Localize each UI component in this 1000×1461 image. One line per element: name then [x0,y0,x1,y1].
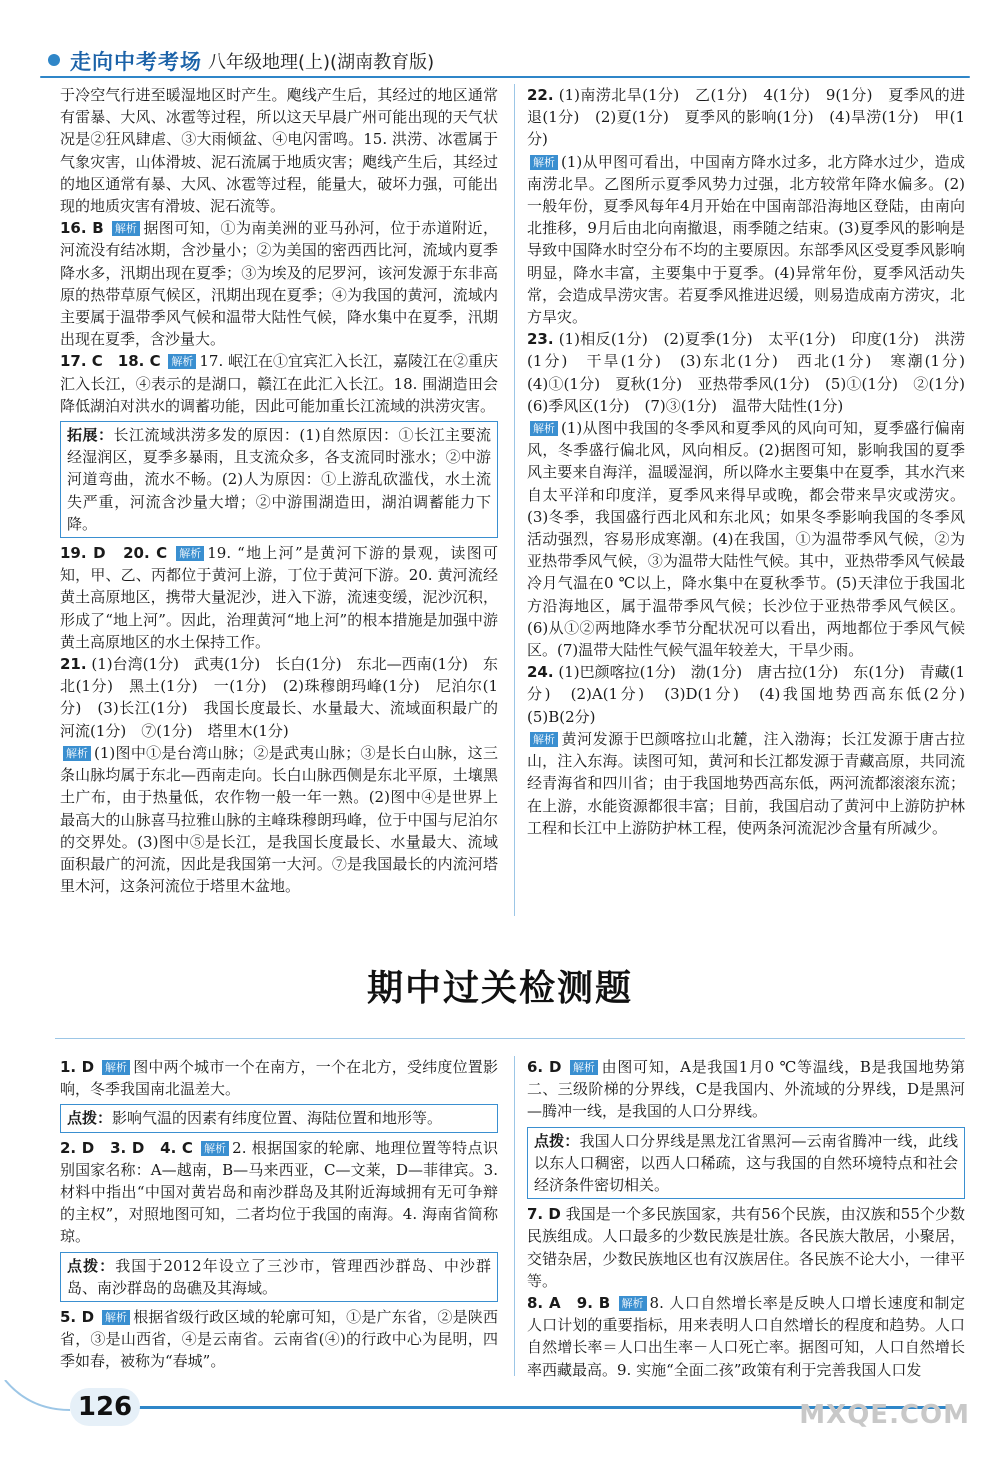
item-text: 由图可知，A是我国1月0 ℃等温线，B是我国地势第二、三级阶梯的分界线，C是我国内、外流域的分界线，D是黑河—腾冲一线，是我国的人口分界线。 [527,1058,965,1121]
item-text: 17. 岷江在①宜宾汇入长江，嘉陵江在②重庆汇入长江，④表示的是湖口，赣江在此汇入长江。18. 围湖造田会降低湖泊对洪水的调蓄功能，因此可能加重长江流域的洪涝灾害。 [60,352,499,415]
question-item [60,1137,498,1248]
book-brand: 走向中考考场 [70,50,202,74]
question-number: 2. D 3. D 4. C [60,1138,193,1157]
right-column-bottom [527,1056,965,1381]
section-rule [55,1038,965,1039]
analysis-tag: 解析 [102,1310,130,1325]
explanation-text [527,417,965,661]
tip-text: 影响气温的因素有纬度位置、海陆位置和地形等。 [112,1109,443,1128]
analysis-tag: 解析 [530,155,558,170]
question-number: 21. [60,655,87,674]
question-item [527,1203,965,1292]
question-item [60,350,498,417]
analysis-tag: 解析 [201,1141,229,1156]
item-text: (1)巴颜喀拉(1分) 渤(1分) 唐古拉(1分) 东(1分) 青藏(1分) (2)A(1分) (3)D(1分) (4)我国地势西高东低(2分) (5)B(2分) [527,663,981,726]
tip-box [527,1127,965,1200]
bullet-dot-icon [48,54,60,66]
tip-box [60,1252,498,1302]
question-number: 5. D [60,1308,95,1327]
item-text: 8. 人口自然增长率是反映人口增长速度和制定人口计划的重要指标，用来表明人口自然增长的程度和趋势。人口自然增长率＝人口出生率－人口死亡率。据图可知，人口自然增长率西藏最高。9. 实施“全面二孩”政策有利于完善我国人口发 [527,1294,965,1379]
header-rule [40,76,970,78]
analysis-tag: 解析 [619,1296,647,1311]
tip-title: 拓展： [67,426,114,445]
question-item [60,542,498,653]
column-divider-bottom [514,1056,515,1376]
question-number: 1. D [60,1058,95,1076]
item-text: 我国是一个多民族国家，共有56个民族，由汉族和55个少数民族组成。人口最多的少数民族是壮族。各民族大散居，小聚居，交错杂居，少数民族地区也有汉族居住。各民族不论大小，一律平等。 [527,1205,965,1290]
analysis-tag: 解析 [176,546,204,561]
question-item [60,653,498,742]
page-footer [0,1380,1000,1440]
question-number: 6. D [527,1058,562,1076]
question-item [60,1306,498,1373]
right-column-top [527,84,981,839]
question-number: 7. D [527,1205,561,1224]
tip-text: 我国于2012年设立了三沙市，管理西沙群岛、中沙群岛、南沙群岛的岛礁及其海域。 [67,1256,491,1297]
item-text: 19. “地上河”是黄河下游的景观，读图可知，甲、乙、丙都位于黄河上游，丁位于黄河下游。20. 黄河流经黄土高原地区，携带大量泥沙，进入下游，流速变缓，泥沙沉积，形成了“地上河”。因此，治理黄河“地上河”的根本措施是加强中游黄土高原地区的水土保持工作。 [60,544,498,651]
analysis-tag: 解析 [530,732,558,747]
tip-title: 点拨： [67,1109,113,1128]
analysis-tag: 解析 [112,221,140,236]
watermark: MXQE.COM [799,1400,970,1430]
question-number: 8. A 9. B [527,1294,611,1313]
explanation-text [527,728,965,839]
analysis-tag: 解析 [63,746,91,761]
explanation-text [60,84,498,217]
column-divider-top [514,84,515,916]
question-item [527,1056,965,1123]
question-number: 23. [527,330,554,349]
tip-text: 我国人口分界线是黑龙江省黑河—云南省腾冲一线，此线以东人口稠密，以西人口稀疏，这与我国的自然环境特点和社会经济条件密切相关。 [534,1131,958,1195]
question-number: 24. [527,663,554,682]
analysis-tag: 解析 [570,1060,598,1075]
item-text: (1)从图中我国的冬季风和夏季风的风向可知，夏季盛行偏南风，冬季盛行偏北风，风向相反。(2)据图可知，影响我国的夏季风主要来自海洋，温暖湿润，所以降水主要集中在夏季，其水汽来自太平洋和印度洋，夏季风来得早或晚，都会带来旱灾或涝灾。(3)冬季，我国盛行西北风和东北风；如果冬季影响我国的冬季风活动强烈，容易形成寒潮。(4)在我国，①为温带季风气候，②为亚热带季风气候，③为温带大陆性气候。其中，亚热带季风气候最冷月气温在0 ℃以上，降水集中在夏秋季节。(5)天津位于我国北方沿海地区，属于温带季风气候；长沙位于亚热带季风气候区。(6)从①②两地降水季节分配状况可以看出，两地都位于季风气候区。(7)温带大陆性气候气温年较差大，干旱少雨。 [527,419,965,660]
item-text: (1)图中①是台湾山脉；②是武夷山脉；③是长白山脉，这三条山脉均属于东北—西南走向。长白山脉西侧是东北平原，土壤黑土广布，由于热量低，农作物一般一年一熟。(2)图中④是世界上最高大的山脉喜马拉雅山脉的主峰珠穆朗玛峰，位于中国与尼泊尔的交界处。(3)图中⑤是长江，是我国长度最长、水量最大、流域面积最广的河流，因此是我国第一大河。⑦是我国最长的内流河塔里木河，这条河流位于塔里木盆地。 [60,743,498,896]
item-text: (1)台湾(1分) 武夷(1分) 长白(1分) 东北—西南(1分) 东北(1分) 黑土(1分) 一(1分) (2)珠穆朗玛峰(1分) 尼泊尔(1分) (3)长江(1分) 我国长度最长、水量最大、流域面积最广的河流(1分) ⑦(1分) 塔里木(1分) [60,655,498,740]
left-column-top [60,84,498,897]
question-item [527,661,981,728]
left-column-bottom [60,1056,498,1373]
item-text: (1)南涝北旱(1分) 乙(1分) 4(1分) 9(1分) 夏季风的进退(1分) (2)夏(1分) 夏季风的影响(1分) (4)旱涝(1分) 甲(1分) [527,86,965,149]
analysis-tag: 解析 [168,354,196,369]
book-subtitle: 八年级地理(上)(湖南教育版) [208,52,435,73]
tip-text: 长江流域洪涝多发的原因：(1)自然原因：①长江主要流经湿润区，夏季多暴雨，且支流众多，各支流同时涨水；②中游河道弯曲，流水不畅。(2)人为原因：①上游乱砍滥伐，水土流失严重，河流含沙量大增；②中游围湖造田，湖泊调蓄能力下降。 [67,426,491,533]
question-item [527,84,965,151]
question-number: 16. B [60,219,104,238]
question-number: 22. [527,86,554,104]
tip-title: 点拨： [534,1131,580,1150]
page-header [40,46,970,78]
item-text: (1)相反(1分) (2)夏季(1分) 太平(1分) 印度(1分) 洪涝(1分) 干旱(1分) (3)东北(1分) 西北(1分) 寒潮(1分) (4)①(1分) 夏秋(1分) 亚热带季风(1分) (5)①(1分) ②(1分) (6)季风区(1分) (7)③(1分) 温带大陆性(1分) [527,330,981,415]
item-text: 黄河发源于巴颜喀拉山北麓，注入渤海；长江发源于唐古拉山，注入东海。读图可知，黄河和长江都发源于青藏高原，共同流经青海省和四川省；由于我国地势西高东低，两河流都滚滚东流；在上游，水能资源都很丰富；目前，我国启动了黄河中上游防护林工程和长江中上游防护林工程，使两条河流泥沙含量有所减少。 [527,729,965,837]
item-text: 根据省级行政区域的轮廓可知，①是广东省，②是陕西省，③是山西省，④是云南省。云南省(④)的行政中心为昆明，四季如春，被称为“春城”。 [60,1308,498,1371]
tip-box [60,1104,498,1132]
question-number: 19. D 20. C [60,544,168,563]
item-text: 于冷空气行进至暖湿地区时产生。飑线产生后，其经过的地区通常有雷暴、大风、冰雹等过程，所以这天早晨广州可能出现的天气状况是②狂风肆虐、③大雨倾盆、④电闪雷鸣。15. 洪涝、冰雹属于气象灾害，山体滑坡、泥石流属于地质灾害；飑线产生后，其经过的地区通常有暴、大风、冰雹等过程，能量大，破坏力强，可能出现的地质灾害有滑坡、泥石流等。 [60,86,498,216]
item-text: 据图可知，①为南美洲的亚马孙河，位于赤道附近，河流没有结冰期，含沙量小；②为美国的密西西比河，流域内夏季降水多，汛期出现在夏季；③为埃及的尼罗河，该河发源于东非高原的热带草原气候区，汛期出现在夏季；④为我国的黄河，流域内主要属于温带季风气候和温带大陆性气候，降水集中在夏季，汛期出现在夏季，含沙量大。 [60,219,498,349]
section-title: 期中过关检测题 [366,968,633,1009]
question-item [527,1292,965,1381]
question-item [60,217,498,350]
analysis-tag: 解析 [530,421,558,436]
item-text: 图中两个城市一个在南方，一个在北方，受纬度位置影响，冬季我国南北温差大。 [60,1058,498,1099]
page-number: 126 [70,1388,140,1426]
analysis-tag: 解析 [102,1060,130,1075]
question-item [60,1056,498,1100]
item-text: (1)从甲图可看出，中国南方降水过多，北方降水过少，造成南涝北旱。乙图所示夏季风势力过强，北方较常年降水偏多。(2)一般年份，夏季风每年4月开始在中国南部沿海地区登陆，由南向北推移，9月后由北向南撤退，雨季随之结束。(3)夏季风的影响是导致中国降水时空分布不均的主要原因。东部季风区受夏季风影响明显，降水丰富，主要集中于夏季。(4)异常年份，夏季风活动失常，会造成旱涝灾害。若夏季风推进迟缓，则易造成南方涝灾，北方旱灾。 [527,152,965,327]
item-text: 2. 根据国家的轮廓、地理位置等特点识别国家名称：A—越南，B—马来西亚，C—文莱，D—菲律宾。3. 材料中指出“中国对黄岩岛和南沙群岛及其附近海域拥有无可争辩的主权”，对照地图可知，二者均位于我国的南海。4. 海南省简称琼。 [60,1138,498,1246]
tip-box [60,421,498,538]
explanation-text [527,151,965,329]
question-item [527,328,981,417]
question-number: 17. C 18. C [60,352,161,371]
explanation-text [60,742,498,897]
tip-title: 点拨： [67,1256,116,1275]
